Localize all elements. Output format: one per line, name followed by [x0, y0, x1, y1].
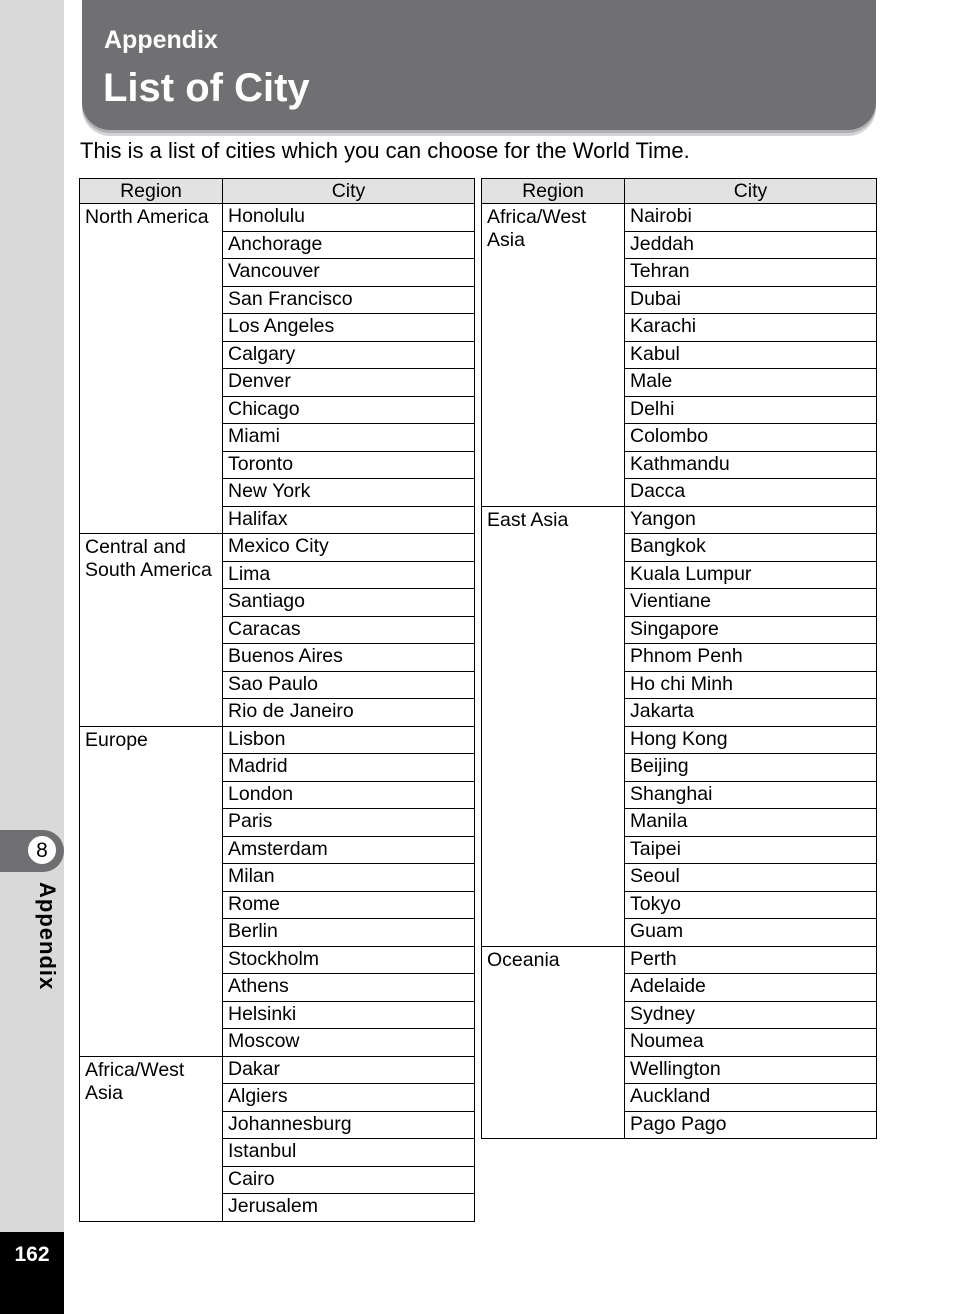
- city-cell: Kuala Lumpur: [625, 561, 877, 589]
- region-cell: Africa/West Asia: [482, 204, 625, 507]
- table-row: [80, 534, 475, 562]
- city-cell: Dubai: [625, 286, 877, 314]
- city-table-left: [79, 178, 475, 1222]
- city-cell: Istanbul: [223, 1139, 475, 1167]
- city-cell: Chicago: [223, 396, 475, 424]
- city-cell: Miami: [223, 424, 475, 452]
- city-cell: Pago Pago: [625, 1111, 877, 1139]
- city-cell: Sao Paulo: [223, 671, 475, 699]
- city-header: City: [625, 179, 877, 204]
- region-cell: North America: [80, 204, 223, 534]
- region-cell: East Asia: [482, 506, 625, 946]
- city-cell: Sydney: [625, 1001, 877, 1029]
- city-cell: Mexico City: [223, 534, 475, 562]
- city-cell: Bangkok: [625, 534, 877, 562]
- table-row: [482, 204, 877, 232]
- city-cell: Halifax: [223, 506, 475, 534]
- city-header: City: [223, 179, 475, 204]
- city-cell: Jakarta: [625, 699, 877, 727]
- city-cell: Stockholm: [223, 946, 475, 974]
- section-label: Appendix: [104, 26, 218, 54]
- city-cell: Manila: [625, 809, 877, 837]
- table-row: [80, 204, 475, 232]
- city-cell: Honolulu: [223, 204, 475, 232]
- chapter-label: Appendix: [35, 882, 60, 991]
- city-cell: Taipei: [625, 836, 877, 864]
- city-cell: Lisbon: [223, 726, 475, 754]
- city-cell: Madrid: [223, 754, 475, 782]
- city-cell: Male: [625, 369, 877, 397]
- city-cell: Caracas: [223, 616, 475, 644]
- city-cell: Rio de Janeiro: [223, 699, 475, 727]
- city-cell: Calgary: [223, 341, 475, 369]
- city-cell: Vancouver: [223, 259, 475, 287]
- city-cell: Colombo: [625, 424, 877, 452]
- region-cell: Oceania: [482, 946, 625, 1139]
- city-cell: Beijing: [625, 754, 877, 782]
- city-cell: Yangon: [625, 506, 877, 534]
- city-cell: Denver: [223, 369, 475, 397]
- city-cell: Jeddah: [625, 231, 877, 259]
- city-cell: Ho chi Minh: [625, 671, 877, 699]
- table-header-row: [482, 179, 877, 204]
- table-row: [80, 726, 475, 754]
- city-cell: Dakar: [223, 1056, 475, 1084]
- city-cell: Wellington: [625, 1056, 877, 1084]
- city-cell: Helsinki: [223, 1001, 475, 1029]
- city-cell: New York: [223, 479, 475, 507]
- city-cell: Phnom Penh: [625, 644, 877, 672]
- city-cell: Perth: [625, 946, 877, 974]
- city-cell: Athens: [223, 974, 475, 1002]
- page-number: 162: [14, 1243, 50, 1266]
- city-cell: Rome: [223, 891, 475, 919]
- page-title: List of City: [103, 66, 310, 110]
- side-strip: [0, 0, 64, 1314]
- city-cell: Nairobi: [625, 204, 877, 232]
- city-cell: Seoul: [625, 864, 877, 892]
- city-cell: Paris: [223, 809, 475, 837]
- city-cell: Karachi: [625, 314, 877, 342]
- city-cell: San Francisco: [223, 286, 475, 314]
- city-cell: Lima: [223, 561, 475, 589]
- city-cell: Berlin: [223, 919, 475, 947]
- city-cell: Delhi: [625, 396, 877, 424]
- table-header-row: [80, 179, 475, 204]
- city-table-right: [481, 178, 877, 1139]
- city-cell: Anchorage: [223, 231, 475, 259]
- city-cell: Toronto: [223, 451, 475, 479]
- city-cell: Tokyo: [625, 891, 877, 919]
- table-row: [80, 1056, 475, 1084]
- city-cell: Algiers: [223, 1084, 475, 1112]
- city-cell: Tehran: [625, 259, 877, 287]
- table-row: [482, 946, 877, 974]
- city-cell: Kathmandu: [625, 451, 877, 479]
- city-cell: Milan: [223, 864, 475, 892]
- city-cell: Shanghai: [625, 781, 877, 809]
- city-cell: Johannesburg: [223, 1111, 475, 1139]
- region-cell: Central and South America: [80, 534, 223, 727]
- region-cell: Africa/West Asia: [80, 1056, 223, 1221]
- city-cell: Noumea: [625, 1029, 877, 1057]
- city-cell: Adelaide: [625, 974, 877, 1002]
- city-cell: London: [223, 781, 475, 809]
- city-cell: Guam: [625, 919, 877, 947]
- region-header: Region: [482, 179, 625, 204]
- table-row: [482, 506, 877, 534]
- chapter-number: 8: [26, 834, 58, 866]
- city-cell: Jerusalem: [223, 1194, 475, 1222]
- city-cell: Singapore: [625, 616, 877, 644]
- city-cell: Amsterdam: [223, 836, 475, 864]
- region-cell: Europe: [80, 726, 223, 1056]
- city-cell: Kabul: [625, 341, 877, 369]
- city-cell: Dacca: [625, 479, 877, 507]
- city-cell: Cairo: [223, 1166, 475, 1194]
- city-cell: Vientiane: [625, 589, 877, 617]
- city-cell: Auckland: [625, 1084, 877, 1112]
- region-header: Region: [80, 179, 223, 204]
- city-cell: Hong Kong: [625, 726, 877, 754]
- intro-text: This is a list of cities which you can choose for the World Time.: [80, 138, 690, 163]
- city-cell: Buenos Aires: [223, 644, 475, 672]
- city-cell: Santiago: [223, 589, 475, 617]
- city-cell: Moscow: [223, 1029, 475, 1057]
- city-cell: Los Angeles: [223, 314, 475, 342]
